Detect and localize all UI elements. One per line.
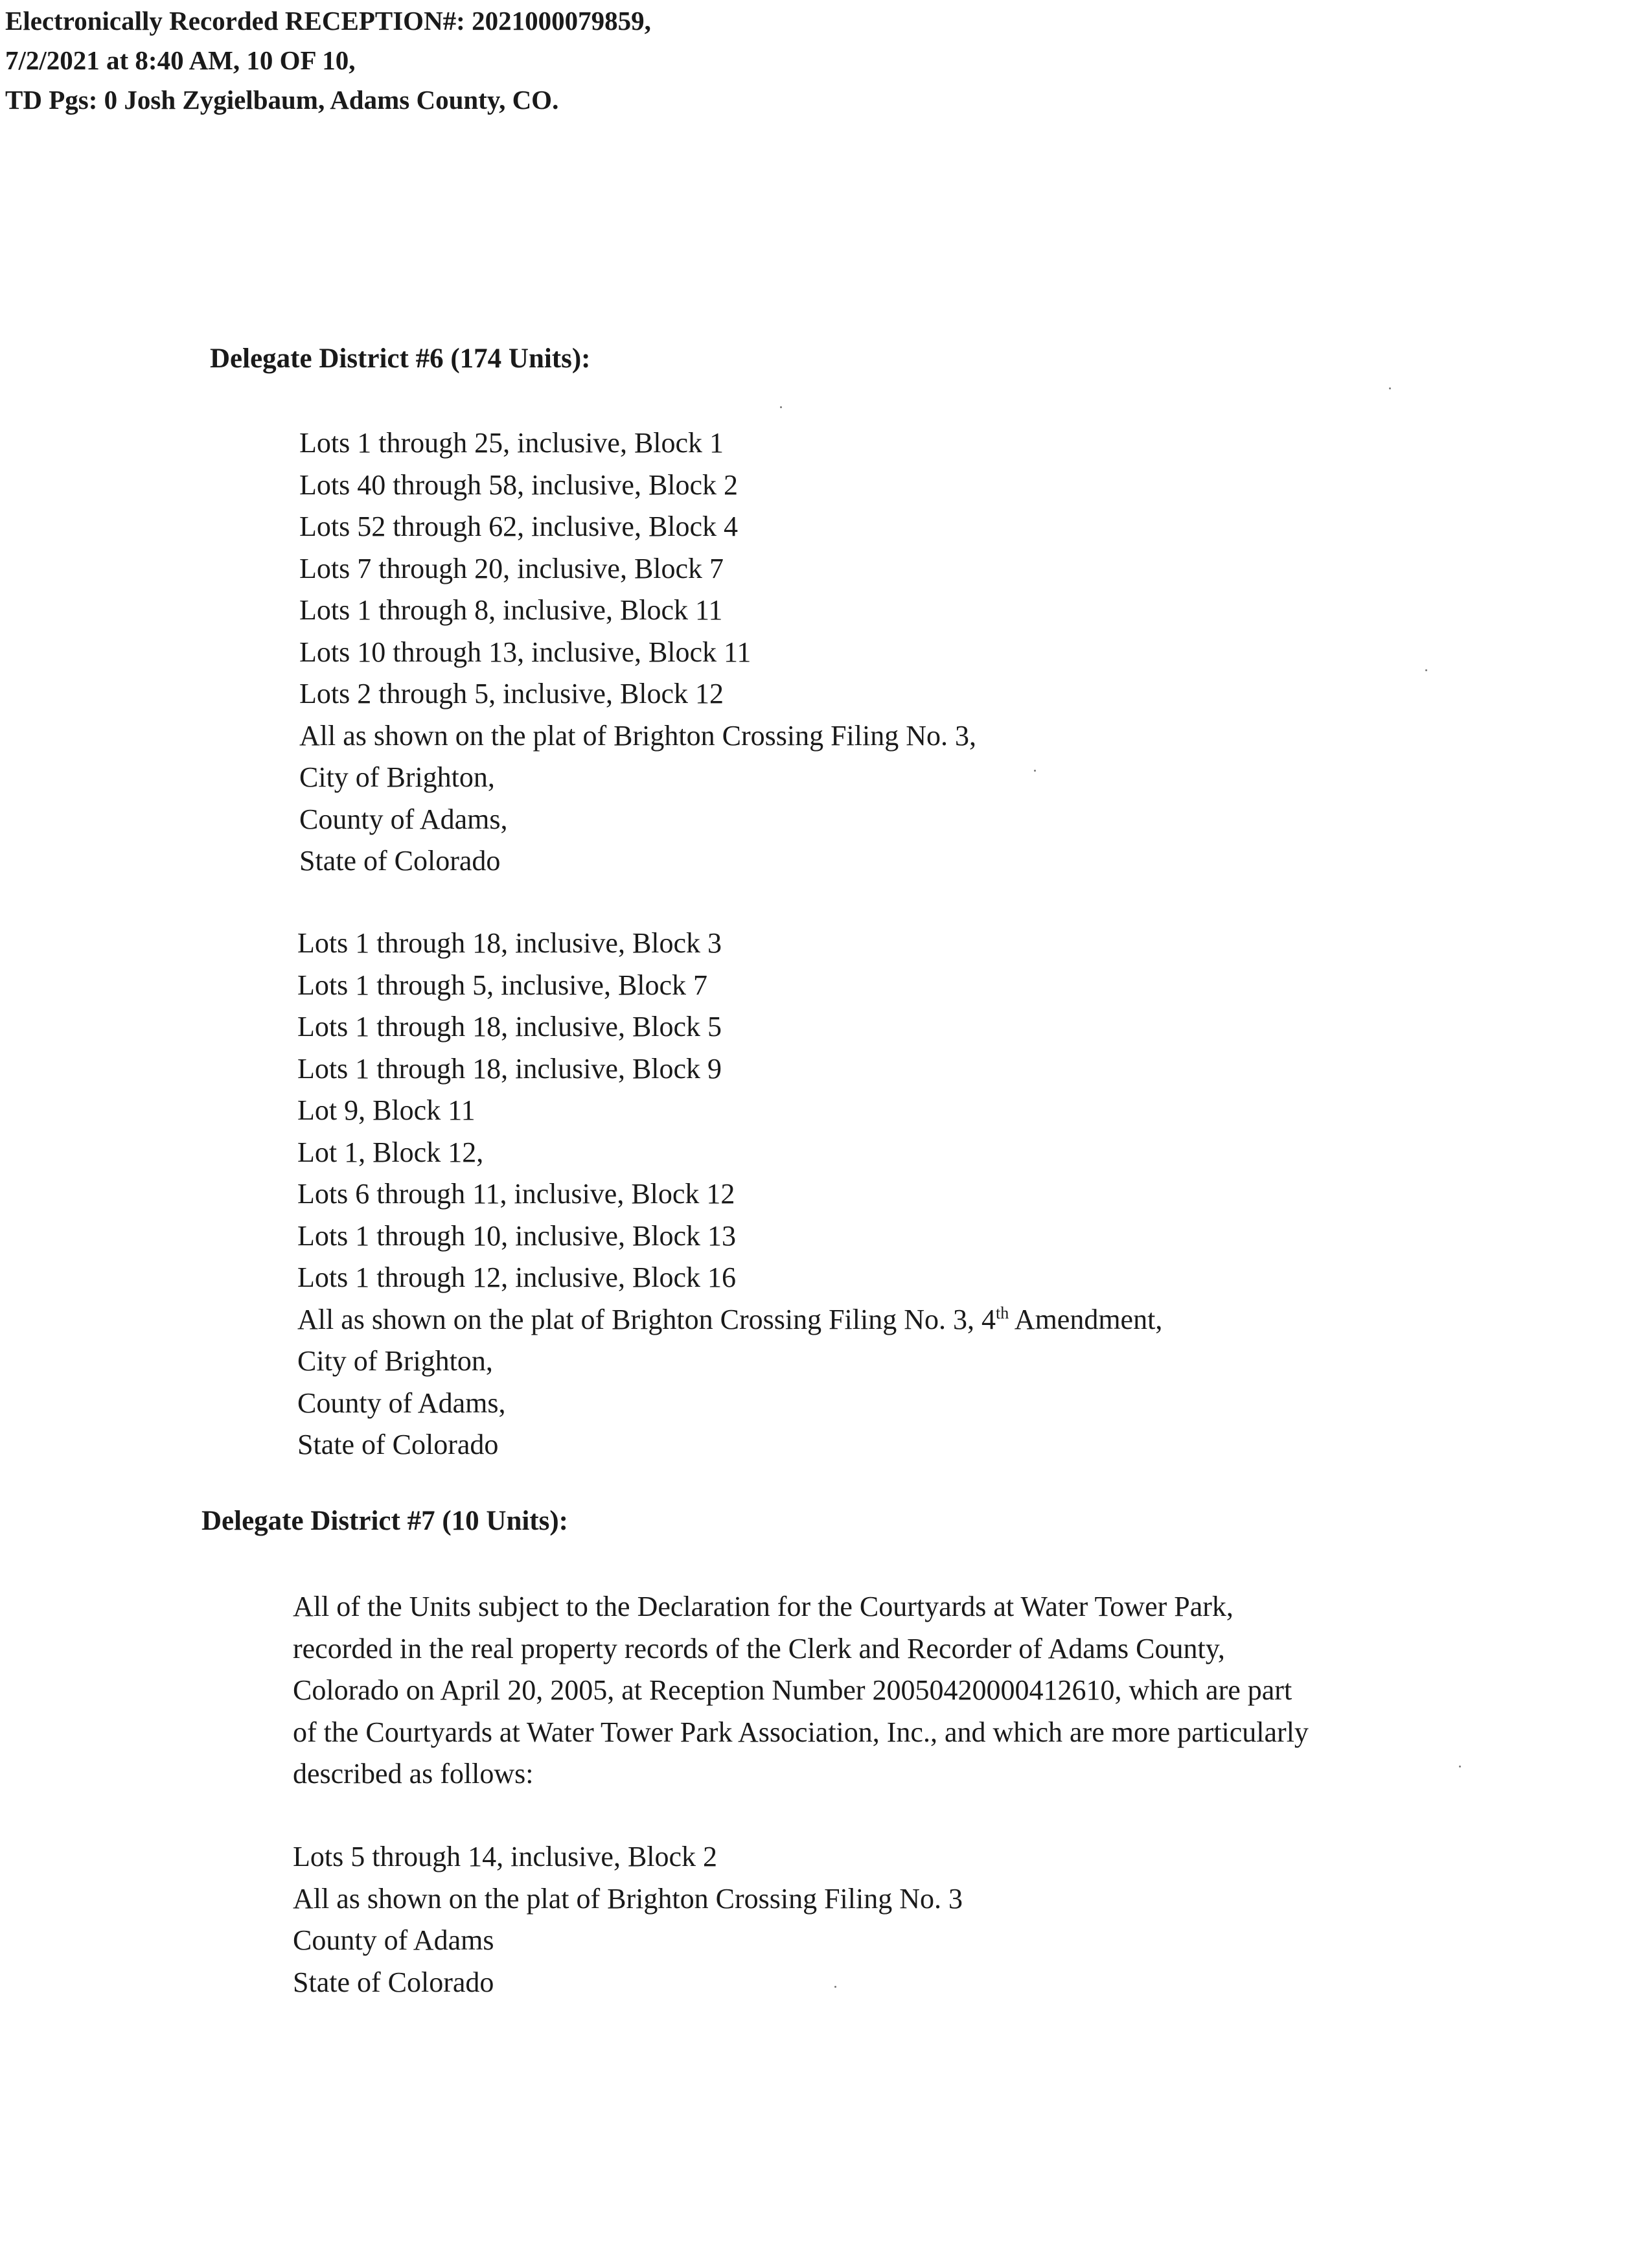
city-line: City of Brighton, — [299, 761, 495, 793]
plat-line: All as shown on the plat of Brighton Crossing Filing No. 3 — [293, 1882, 963, 1915]
state-line: State of Colorado — [299, 845, 501, 877]
plat-amendment-line — [297, 1299, 1162, 1341]
lot-line: Lots 52 through 62, inclusive, Block 4 — [299, 511, 739, 542]
district-7-lot-list — [293, 1836, 963, 2003]
county-line: County of Adams — [293, 1924, 494, 1956]
scan-speck — [834, 1986, 836, 1988]
lot-line: Lots 6 through 11, inclusive, Block 12 — [297, 1178, 735, 1210]
state-line: State of Colorado — [297, 1429, 499, 1460]
lot-line: Lots 10 through 13, inclusive, Block 11 — [299, 636, 751, 668]
recording-line-2: 7/2/2021 at 8:40 AM, 10 OF 10, — [5, 45, 356, 75]
district-6-heading: Delegate District #6 (174 Units): — [210, 343, 591, 374]
recording-line-3: TD Pgs: 0 Josh Zygielbaum, Adams County, CO. — [5, 85, 559, 115]
description-line: described as follows: — [293, 1758, 534, 1790]
lot-line: Lots 1 through 5, inclusive, Block 7 — [297, 969, 708, 1001]
lot-line: Lots 1 through 18, inclusive, Block 5 — [297, 1011, 722, 1042]
city-line: City of Brighton, — [297, 1345, 493, 1377]
district-7-description — [293, 1586, 1452, 1795]
lot-line: Lot 1, Block 12, — [297, 1136, 484, 1168]
lot-line: Lots 1 through 18, inclusive, Block 9 — [297, 1052, 722, 1085]
scan-speck — [1459, 1766, 1461, 1767]
lot-line: Lots 1 through 25, inclusive, Block 1 — [299, 427, 724, 459]
recording-line-1: Electronically Recorded RECEPTION#: 2021000079859, — [5, 6, 651, 36]
recording-header — [5, 1, 651, 120]
plat-amendment-suffix: Amendment, — [1009, 1303, 1163, 1335]
lot-line: Lots 2 through 5, inclusive, Block 12 — [299, 678, 724, 709]
district-6-lot-list-1 — [299, 422, 976, 882]
lot-line: Lots 1 through 12, inclusive, Block 16 — [297, 1261, 737, 1293]
ordinal-suffix: th — [996, 1303, 1009, 1322]
scan-speck — [1034, 770, 1036, 772]
lot-line: Lots 40 through 58, inclusive, Block 2 — [299, 468, 739, 501]
lot-line: Lot 9, Block 11 — [297, 1094, 476, 1126]
district-7-heading: Delegate District #7 (10 Units): — [201, 1506, 568, 1536]
description-line: Colorado on April 20, 2005, at Reception Number 20050420000412610, which are part — [293, 1674, 1292, 1706]
scan-speck — [1389, 387, 1391, 389]
lot-line: Lots 1 through 10, inclusive, Block 13 — [297, 1219, 737, 1252]
scan-speck — [1425, 669, 1427, 671]
district-6-lot-list-2 — [297, 923, 1162, 1466]
plat-line: All as shown on the plat of Brighton Crossing Filing No. 3, — [299, 719, 976, 752]
lot-line: Lots 7 through 20, inclusive, Block 7 — [299, 552, 724, 584]
description-line: All of the Units subject to the Declaration for the Courtyards at Water Tower Park, — [293, 1591, 1233, 1622]
plat-amendment-prefix: All as shown on the plat of Brighton Crossing Filing No. 3, 4 — [297, 1303, 996, 1335]
county-line: County of Adams, — [297, 1387, 506, 1419]
lot-line: Lots 1 through 18, inclusive, Block 3 — [297, 927, 722, 959]
description-line: recorded in the real property records of the Clerk and Recorder of Adams County, — [293, 1632, 1225, 1664]
state-line: State of Colorado — [293, 1966, 494, 1998]
lot-line: Lots 1 through 8, inclusive, Block 11 — [299, 594, 723, 626]
county-line: County of Adams, — [299, 803, 508, 835]
lot-line: Lots 5 through 14, inclusive, Block 2 — [293, 1841, 718, 1872]
scan-speck — [780, 406, 782, 408]
description-line: of the Courtyards at Water Tower Park Association, Inc., and which are more particularly — [293, 1716, 1309, 1748]
